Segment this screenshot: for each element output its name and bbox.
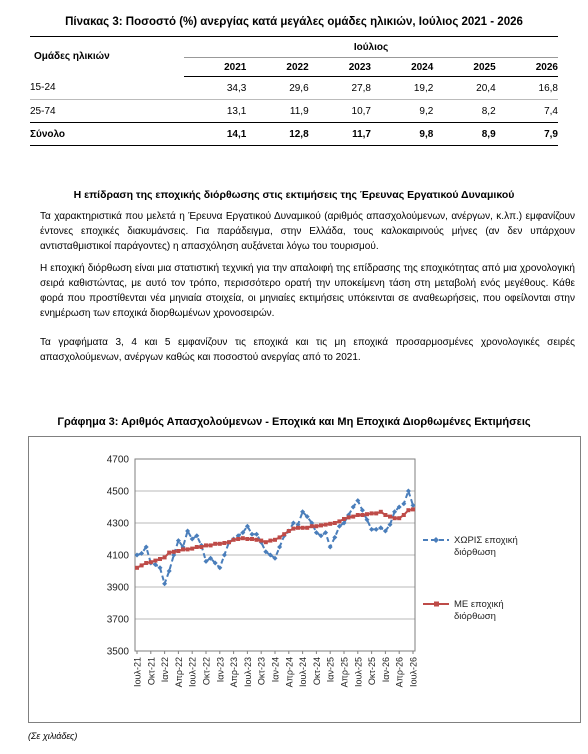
data-point <box>163 555 167 559</box>
data-point <box>360 513 364 517</box>
data-point <box>356 513 360 517</box>
data-point <box>167 569 172 574</box>
table-cell: 20,4 <box>476 82 496 94</box>
table-cell: 7,4 <box>496 100 558 123</box>
data-point <box>393 516 397 520</box>
data-point <box>227 540 231 544</box>
data-point <box>264 540 268 544</box>
legend-label: ΧΩΡΙΣ εποχική <box>454 535 518 546</box>
data-point <box>282 532 286 536</box>
employment-line-chart <box>29 437 580 722</box>
legend-marker <box>433 537 439 543</box>
group-header: Ομάδες ηλικιών <box>30 37 184 77</box>
data-point <box>365 512 369 516</box>
data-point <box>287 529 291 533</box>
table-row <box>30 77 558 100</box>
table-header-row <box>30 37 558 58</box>
data-point <box>135 566 139 570</box>
data-point <box>255 538 259 542</box>
table-cell: 12,8 <box>246 123 308 146</box>
data-point <box>254 532 259 537</box>
data-point <box>213 542 217 546</box>
data-point <box>406 489 411 494</box>
data-point <box>310 524 314 528</box>
data-point <box>324 523 328 527</box>
data-point <box>250 532 255 537</box>
row-label: Σύνολο <box>30 123 184 146</box>
data-point <box>259 539 263 543</box>
x-tick-label: Ιουλ-22 <box>187 657 198 687</box>
year-header: 2022 <box>246 58 308 77</box>
table-cell: 9,8 <box>371 123 433 146</box>
x-tick-label: Οκτ-23 <box>256 657 267 686</box>
section-heading: Η επίδραση της εποχικής διόρθωσης στις εκτιμήσεις της Έρευνας Εργατικού Δυναμικού <box>73 189 515 201</box>
data-point <box>374 527 379 532</box>
x-tick-label: Ιαν-22 <box>160 657 171 683</box>
data-point <box>218 542 222 546</box>
y-tick-label: 3900 <box>106 582 129 594</box>
paragraph: Τα χαρακτηριστικά που μελετά η Έρευνα Εργατικού Δυναμικού (αριθμός απασχολούμενων, ανέργων, κ.λπ.) εμφανίζουν έντονες εποχικές διακυμάνσεις. Για παράδειγμα, στην Ελλάδα, τους καλοκαιρινούς μήνες (αν δεν υπάρχουν αντισταθμιστικοί παράγοντες) η απασχόληση αυξάνεται λόγω του τουρισμού. <box>40 211 575 252</box>
x-tick-label: Ιαν-24 <box>270 657 281 683</box>
data-point <box>190 547 194 551</box>
x-tick-label: Ιουλ-23 <box>242 657 253 687</box>
chart-title: Γράφημα 3: Αριθμός Απασχολούμενων - Εποχικά και Μη Εποχικά Διορθωμένες Εκτιμήσεις <box>57 416 531 428</box>
x-tick-label: Ιουλ-25 <box>353 657 364 687</box>
table-cell: 13,1 <box>184 100 246 123</box>
legend-label: ΜΕ εποχική <box>454 599 504 610</box>
table-cell: 14,1 <box>184 123 246 146</box>
data-point <box>250 537 254 541</box>
year-header: 2023 <box>309 58 371 77</box>
footnote: (Σε χιλιάδες) <box>28 731 78 741</box>
x-tick-label: Απρ-25 <box>339 657 350 688</box>
data-point <box>158 565 163 570</box>
table-cell: 9,2 <box>371 100 433 123</box>
data-point <box>222 541 226 545</box>
legend-label: διόρθωση <box>454 547 496 558</box>
data-point <box>333 521 337 525</box>
data-point <box>158 557 162 561</box>
paragraph: Η εποχική διόρθωση είναι μια στατιστική τεχνική για την απαλοιφή της επίδρασης της εποχικότητας από μια χρονολογική σειρά καθιστώντας, με αυτό τον τρόπο, περισσότερο ορατή την υποκείμενη τάση στη μεταβολή ενός μεγέθους. Κάθε φορά που προστίθενται νέα μηνιαία στοιχεία, οι μηνιαίες εκτιμήσεις υπόκεινται σε αναθεωρήσεις, που οφείλονται στην ενημέρωση των εποχικά διορθωμένων χρονοσειρών. <box>40 263 575 319</box>
table-cell: 11,9 <box>246 100 308 123</box>
y-tick-label: 4300 <box>106 518 129 530</box>
data-point <box>388 515 392 519</box>
data-point <box>383 513 387 517</box>
data-point <box>245 537 249 541</box>
data-point <box>397 516 401 520</box>
data-point <box>209 543 213 547</box>
x-tick-label: Απρ-26 <box>394 657 405 688</box>
y-tick-label: 3500 <box>106 646 129 658</box>
x-tick-label: Οκτ-25 <box>367 657 378 686</box>
x-tick-label: Ιουλ-24 <box>298 657 309 687</box>
data-point <box>374 511 378 515</box>
x-tick-label: Απρ-22 <box>173 657 184 688</box>
year-header: 2024 <box>371 58 433 77</box>
data-point <box>291 527 295 531</box>
data-point <box>140 563 144 567</box>
x-tick-label: Ιαν-26 <box>380 657 391 683</box>
data-point <box>176 549 180 553</box>
x-tick-label: Ιουλ-26 <box>408 657 419 687</box>
data-point <box>351 515 355 519</box>
table-title: Πίνακας 3: Ποσοστό (%) ανεργίας κατά μεγάλες ομάδες ηλικιών, Ιούλιος 2021 - 2026 <box>65 16 523 28</box>
data-point <box>199 545 203 549</box>
table-cell: 16,8 <box>538 82 558 94</box>
table-row-total <box>30 123 558 146</box>
data-point <box>241 536 245 540</box>
data-point <box>402 513 406 517</box>
x-tick-label: Οκτ-21 <box>146 657 157 686</box>
data-point <box>342 517 346 521</box>
data-point <box>149 560 153 564</box>
paragraph: Τα γραφήματα 3, 4 και 5 εμφανίζουν τις εποχικά και τις μη εποχικά προσαρμοσμένες χρονολογικές σειρές απασχολούμενων, ανέργων καθώς και ποσοστού ανεργίας από το 2021. <box>40 337 575 363</box>
x-tick-label: Ιαν-23 <box>215 657 226 683</box>
data-point <box>296 526 300 530</box>
data-point <box>273 538 277 542</box>
table-cell: 11,7 <box>309 123 371 146</box>
data-point <box>222 553 227 558</box>
data-point <box>305 526 309 530</box>
legend-marker <box>434 602 439 607</box>
data-point <box>406 508 410 512</box>
data-point <box>301 526 305 530</box>
data-point <box>379 510 383 514</box>
row-label: 25-74 <box>30 100 184 123</box>
y-tick-label: 4100 <box>106 550 129 562</box>
table-cell: 34,3 <box>226 82 247 94</box>
table-cell: 8,9 <box>433 123 495 146</box>
x-tick-label: Απρ-24 <box>284 657 295 688</box>
data-point <box>401 501 406 506</box>
data-point <box>162 581 167 586</box>
data-point <box>186 547 190 551</box>
table-cell: 8,2 <box>433 100 495 123</box>
year-header: 2025 <box>433 58 495 77</box>
unemployment-table <box>30 36 558 146</box>
data-point <box>369 527 374 532</box>
month-header: Ιούλιος <box>184 37 558 58</box>
data-point <box>236 537 240 541</box>
y-tick-label: 3700 <box>106 614 129 626</box>
table-cell: 19,2 <box>413 82 434 94</box>
x-tick-label: Ιαν-25 <box>325 657 336 683</box>
data-point <box>319 523 323 527</box>
y-tick-label: 4500 <box>106 486 129 498</box>
table-cell: 29,6 <box>289 82 309 94</box>
data-point <box>181 547 185 551</box>
data-point <box>370 511 374 515</box>
row-label: 15-24 <box>30 82 56 94</box>
data-point <box>172 550 176 554</box>
data-point <box>411 507 415 511</box>
y-tick-label: 4700 <box>106 454 129 466</box>
data-point <box>328 522 332 526</box>
data-point <box>392 509 397 514</box>
data-point <box>144 561 148 565</box>
data-point <box>347 515 351 519</box>
x-tick-label: Απρ-23 <box>229 657 240 688</box>
data-point <box>232 538 236 542</box>
year-header: 2026 <box>496 58 558 77</box>
x-tick-label: Οκτ-24 <box>311 657 322 686</box>
legend-label: διόρθωση <box>454 611 496 622</box>
chart-frame <box>28 436 581 723</box>
table-cell: 7,9 <box>496 123 558 146</box>
year-header: 2021 <box>184 58 246 77</box>
data-point <box>195 545 199 549</box>
data-point <box>278 535 282 539</box>
data-point <box>204 543 208 547</box>
series-line-1 <box>137 491 413 584</box>
table-cell: 27,8 <box>351 82 371 94</box>
table-cell: 10,7 <box>309 100 371 123</box>
table-row <box>30 100 558 123</box>
x-tick-label: Ιουλ-21 <box>132 657 143 687</box>
data-point <box>153 559 157 563</box>
data-point <box>167 551 171 555</box>
data-point <box>337 519 341 523</box>
x-tick-label: Οκτ-22 <box>201 657 212 686</box>
data-point <box>314 524 318 528</box>
data-point <box>268 539 272 543</box>
